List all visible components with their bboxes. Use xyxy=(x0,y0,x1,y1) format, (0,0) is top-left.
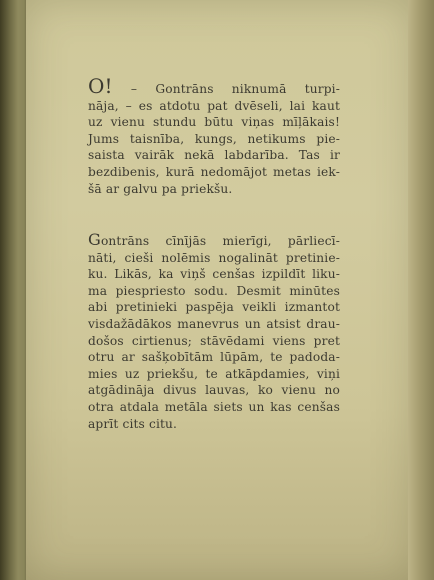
paragraph-1 xyxy=(88,74,340,197)
text-line: otra atdala metāla siets un kas cenšas xyxy=(88,399,340,414)
text-line: ku. Likās, ka viņš cenšas izpildīt liku- xyxy=(88,267,340,282)
paragraph-2 xyxy=(88,232,340,432)
text-line: saista vairāk nekā labdarība. Tas ir xyxy=(88,148,340,163)
page-edge xyxy=(408,0,434,580)
text-line: atgādināja divus lauvas, ko vienu no xyxy=(88,383,340,398)
text-line: došos cirtienus; stāvēdami viens pret xyxy=(88,333,340,348)
text-line: Jums taisnība, kungs, netikums pie- xyxy=(88,131,340,146)
text-line: bezdibenis, kurā nedomājot metas iek- xyxy=(88,164,340,179)
text-line: nāti, cieši nolēmis nogalināt pretinie- xyxy=(88,250,340,265)
text-line xyxy=(88,74,340,98)
text-line: uz vienu stundu būtu viņas mīļākais! xyxy=(88,115,340,130)
text-line: šā ar galvu pa priekšu. xyxy=(88,181,233,196)
text-line: nāja, – es atdotu pat dvēseli, lai kaut xyxy=(88,98,340,113)
text-line: ma piespriesto sodu. Desmit minūtes xyxy=(88,283,340,298)
text-line: otru ar sašķobītām lūpām, te padoda- xyxy=(88,350,340,365)
paragraph-1-line-1: O! – Gontrāns niknumā turpi- xyxy=(88,74,340,98)
text-line: aprīt cits citu. xyxy=(88,416,178,431)
text-line: mies uz priekšu, te atkāpdamies, viņi xyxy=(88,366,340,381)
text-line: Gontrāns cīnījās mierīgi, pārliecī- xyxy=(88,230,340,249)
text-line: abi pretinieki paspēja veikli izmantot xyxy=(88,300,340,315)
text-line: visdažādākos manevrus un atsist drau- xyxy=(88,316,340,331)
